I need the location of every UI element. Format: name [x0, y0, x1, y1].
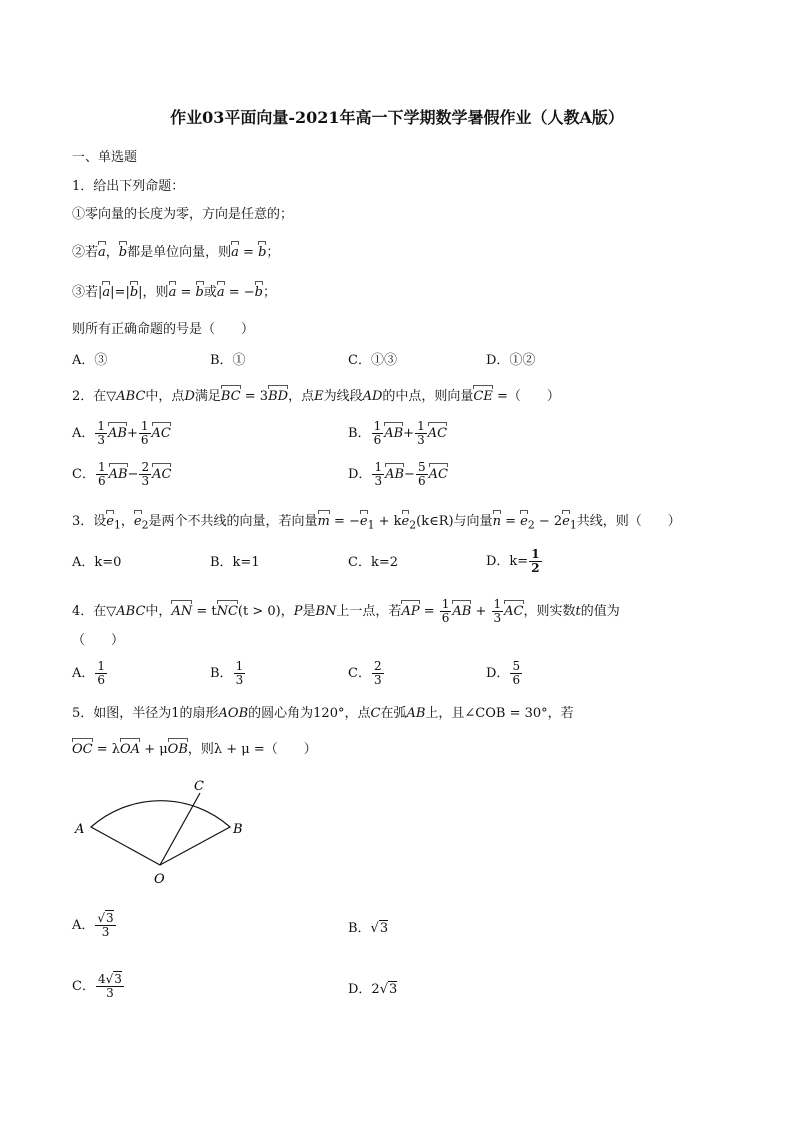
- q1-question: 则所有正确命题的号是（ ）: [72, 322, 255, 337]
- q4-stem: 4．在▽ABC中，AN = tNC(t > 0)，P是BN上一点，若AP = $\frac{1}{6}$ AB + $\frac{1}{3}$ AC，则实数t的值为: [72, 597, 620, 625]
- q4-paren: （ ）: [72, 633, 125, 648]
- q5-option-d: D．2√3: [348, 982, 398, 997]
- label-c: C: [194, 779, 204, 794]
- q4-option-a: A． $\frac{1}{6}$: [72, 659, 106, 687]
- q5-stem-line2: OC = λOA + μOB，则λ + μ =（ ）: [72, 742, 317, 757]
- q2-option-a: A． $\frac{1}{3}$ AB+ $\frac{1}{6}$ AC: [72, 419, 171, 447]
- q5-stem: 5．如图，半径为1的扇形AOB的圆心角为120°，点C在弧AB上，且∠COB = 30°，若: [72, 706, 574, 721]
- q4-option-c: C． $\frac{2}{3}$: [348, 659, 382, 687]
- q1-proposition-1: ①零向量的长度为零，方向是任意的；: [72, 207, 294, 222]
- q1-stem: 1．给出下列命题：: [72, 179, 185, 194]
- q4-option-d: D． $\frac{5}{6}$: [486, 659, 521, 687]
- q3-option-c: C．k=2: [348, 555, 398, 570]
- q2-stem: 2．在▽ABC中，点D满足BC = 3BD，点E为线段AD的中点，则向量CE =（ ）: [72, 389, 560, 404]
- label-o: O: [154, 872, 165, 887]
- sector-outline: [91, 801, 230, 865]
- q1-option-b: B．①: [210, 353, 246, 368]
- q3-stem: 3．设$e_1$，$e_2$是两个不共线的向量，若向量$m = -e_1$ + $ke_2(k\in R)$与向量$n = e_2 - 2e_1$共线，则（ ）: [72, 514, 681, 532]
- q3-option-a: A．k=0: [72, 555, 122, 570]
- label-a: A: [75, 822, 85, 837]
- label-b: B: [233, 822, 243, 837]
- q3-option-b: B．k=1: [210, 555, 260, 570]
- page-title: 作业03平面向量-2021年高一下学期数学暑假作业（人教A版）: [170, 108, 624, 127]
- q1-option-d: D．①②: [486, 353, 536, 368]
- q4-option-b: B． $\frac{1}{3}$: [210, 659, 244, 687]
- q5-option-b: B．√3: [348, 921, 389, 936]
- q1-proposition-3: ③若|a|=|b|，则a = b或a = −b；: [72, 285, 277, 300]
- section-heading: 一、单选题: [72, 150, 138, 165]
- q3-option-d: D．k= $\frac{1}{2}$: [486, 547, 540, 575]
- sector-diagram: [60, 770, 280, 895]
- q2-option-d: D． $\frac{1}{3}$ AB− $\frac{5}{6}$ AC: [348, 460, 448, 488]
- q1-option-a: A．③: [72, 353, 108, 368]
- q5-option-a: A． $\frac{√3}{3}$: [72, 911, 114, 939]
- q1-proposition-2: ②若a，b都是单位向量，则a = b；: [72, 245, 280, 260]
- q5-option-c: C． $\frac{4√3}{3}$: [72, 972, 122, 1000]
- q2-option-b: B． $\frac{1}{6}$ AB+ $\frac{1}{3}$ AC: [348, 419, 448, 447]
- q1-option-c: C．①③: [348, 353, 397, 368]
- q2-option-c: C． $\frac{1}{6}$ AB− $\frac{2}{3}$ AC: [72, 460, 172, 488]
